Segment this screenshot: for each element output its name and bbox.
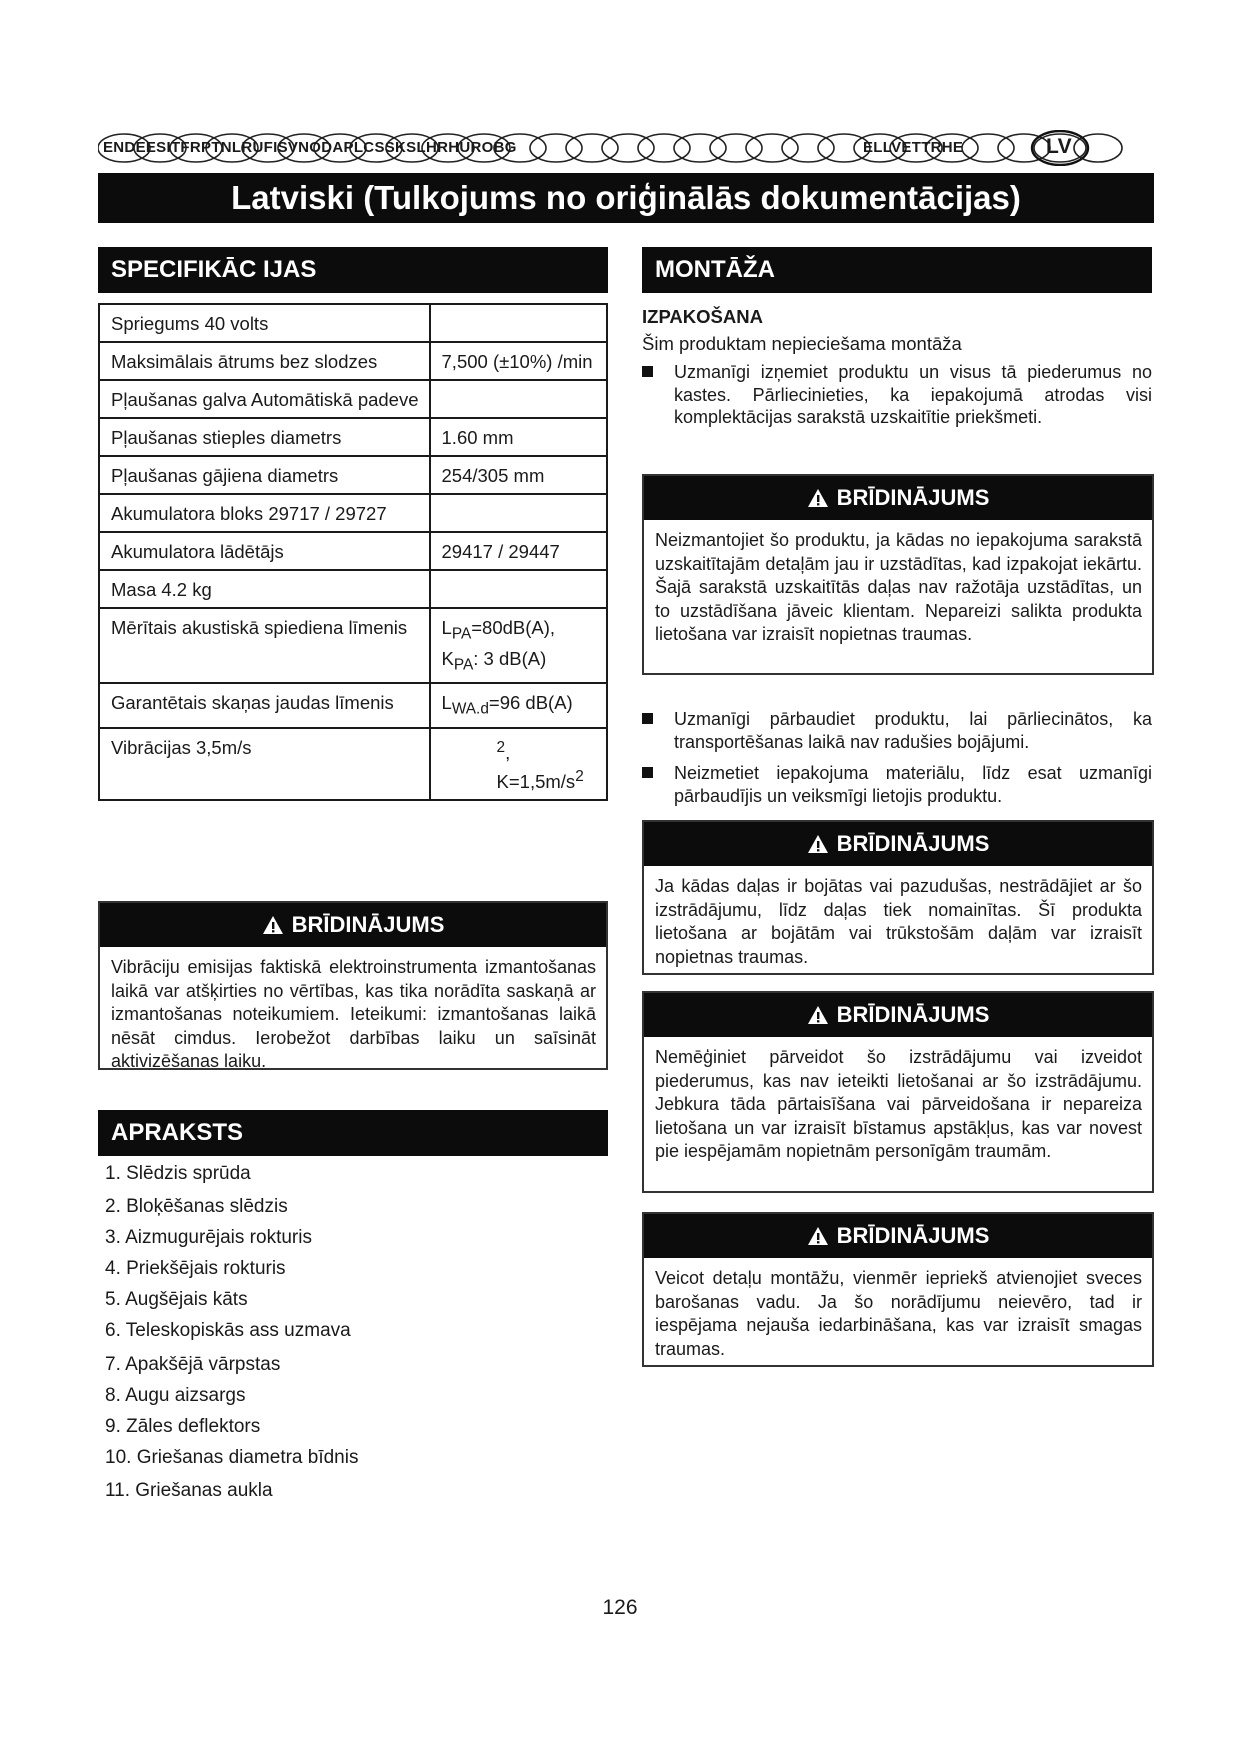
list-item: 5. Augšējais kāts bbox=[105, 1289, 248, 1310]
page-title: Latviski (Tulkojums no oriģinālās dokumentācijas) bbox=[98, 173, 1154, 223]
spec-label: Akumulatora bloks 29717 / 29727 bbox=[99, 494, 430, 532]
assembly-intro: Šim produktam nepieciešama montāža bbox=[642, 333, 962, 354]
value-part: =80dB(A), K bbox=[441, 617, 556, 669]
warning-triangle-icon bbox=[807, 1226, 829, 1246]
bullet-text: Neizmetiet iepakojuma materiālu, līdz esat uzmanīgi pārbaudījis un veiksmīgi lietojis produktu. bbox=[674, 763, 1152, 806]
specs-heading: SPECIFIKĀC IJAS bbox=[98, 247, 608, 293]
value-part: =96 dB(A) bbox=[488, 692, 573, 714]
bullet-item bbox=[674, 708, 1152, 753]
warning-header bbox=[644, 993, 1152, 1037]
spec-value: 254/305 mm bbox=[430, 456, 607, 494]
warning-text: Vibrāciju emisijas faktiskā elektroinstrumenta izmantošanas laikā var atšķirties no vērtības, kas tika norādīta saskaņā ar izmantošanas noteikumiem. Ieteikumi: izmantošanas laikā nēsāt cimdus. Ierobežot darbības laiku un saīsināt aktivizēšanas laiku. bbox=[111, 957, 596, 1071]
active-language: LV bbox=[1046, 135, 1072, 158]
spec-label: Vibrācijas 3,5m/s bbox=[99, 728, 430, 800]
bullet-text: Uzmanīgi pārbaudiet produktu, lai pārliecinātos, ka transportēšanas laikā nav radušies bojājumi. bbox=[674, 709, 1152, 752]
list-item: 3. Aizmugurējais rokturis bbox=[105, 1227, 312, 1248]
spec-label: Pļaušanas galva Automātiskā padeve bbox=[99, 380, 430, 418]
spec-value: 29417 / 29447 bbox=[430, 532, 607, 570]
list-item: 2. Bloķēšanas slēdzis bbox=[105, 1196, 288, 1217]
value-superscript: 2 bbox=[496, 739, 506, 757]
spec-value bbox=[430, 728, 607, 800]
warning-triangle-icon bbox=[262, 915, 284, 935]
warning-triangle-icon bbox=[807, 834, 829, 854]
warning-header bbox=[644, 476, 1152, 520]
spec-value: 1.60 mm bbox=[430, 418, 607, 456]
spec-label: Pļaušanas stieples diametrs bbox=[99, 418, 430, 456]
warning-header bbox=[644, 1214, 1152, 1258]
warning-text: Neizmantojiet šo produktu, ja kādas no iepakojuma sarakstā uzskaitītajām detaļām jau ir uzstādītas, kad izpakojat iekārtu. Šajā sarakstā uzskaitītās daļas nav ražotāja uzstādītas, un to uzstādīšana jāveic klientam. Nepareizi salikta produkta lietošana var izraisīt nopietnas traumas. bbox=[655, 530, 1142, 644]
bullet-square-icon bbox=[642, 713, 653, 724]
list-item: 4. Priekšējais rokturis bbox=[105, 1258, 286, 1279]
table-row bbox=[99, 380, 607, 418]
spec-value bbox=[430, 494, 607, 532]
warning-box-disconnect bbox=[642, 1212, 1154, 1367]
warning-box-modification bbox=[642, 991, 1154, 1193]
table-row bbox=[99, 494, 607, 532]
value-part: , K=1,5m/s bbox=[496, 742, 576, 793]
warning-text: Ja kādas daļas ir bojātas vai pazudušas, nestrādājiet ar šo izstrādājumu, līdz daļas tiek nomainītas. Šī produkta lietošana ar bojātām vai trūkstošām daļām var izraisīt nopietnas traumas. bbox=[655, 876, 1142, 967]
value-part: : 3 dB(A) bbox=[473, 647, 547, 669]
warning-title: BRĪDINĀJUMS bbox=[291, 912, 445, 937]
spec-value: 7,500 (±10%) /min bbox=[430, 342, 607, 380]
bullet-square-icon bbox=[642, 767, 653, 778]
warning-title: BRĪDINĀJUMS bbox=[836, 1002, 990, 1027]
language-bar bbox=[98, 130, 1128, 166]
bullet-item bbox=[674, 762, 1152, 807]
description-heading: APRAKSTS bbox=[98, 1110, 608, 1156]
warning-triangle-icon bbox=[807, 1005, 829, 1025]
spec-value bbox=[430, 380, 607, 418]
warning-header bbox=[644, 822, 1152, 866]
table-row bbox=[99, 342, 607, 380]
table-row bbox=[99, 304, 607, 342]
spec-value bbox=[430, 304, 607, 342]
bullet-item bbox=[674, 361, 1152, 429]
spec-label: Masa 4.2 kg bbox=[99, 570, 430, 608]
list-item: 7. Apakšējā vārpstas bbox=[105, 1354, 281, 1375]
list-item: 9. Zāles deflektors bbox=[105, 1416, 261, 1437]
spec-label: Garantētais skaņas jaudas līmenis bbox=[99, 683, 430, 728]
value-subscript: PA bbox=[453, 656, 474, 674]
warning-text: Veicot detaļu montāžu, vienmēr iepriekš atvienojiet sveces barošanas vadu. Ja šo norādījumu neievēro, tad ir iespējama nejauša iedarbināšana, kas var izraisīt smagas traumas. bbox=[655, 1268, 1142, 1359]
bullet-square-icon bbox=[642, 366, 653, 377]
table-row bbox=[99, 456, 607, 494]
bullet-text: Uzmanīgi izņemiet produktu un visus tā piederumus no kastes. Pārliecinieties, ka iepakojumā atrodas visi komplektācijas sarakstā uzskaitītie priekšmeti. bbox=[674, 362, 1152, 427]
list-item: 8. Augu aizsargs bbox=[105, 1385, 246, 1406]
table-row bbox=[99, 532, 607, 570]
warning-title: BRĪDINĀJUMS bbox=[836, 831, 990, 856]
language-codes-right: ELLVETTRHE bbox=[863, 139, 964, 156]
warning-box-vibration bbox=[98, 901, 608, 1070]
value-subscript: PA bbox=[451, 625, 472, 643]
value-subscript: WA.d bbox=[451, 701, 489, 719]
language-codes-left: ENDEESITFRPTNLRUFISVNODAPLCSSKSLHRHUROBG bbox=[103, 139, 517, 156]
warning-title: BRĪDINĀJUMS bbox=[836, 1223, 990, 1248]
table-row bbox=[99, 683, 607, 728]
warning-box-damaged-parts bbox=[642, 820, 1154, 975]
value-superscript: 2 bbox=[575, 768, 584, 786]
spec-label: Akumulatora lādētājs bbox=[99, 532, 430, 570]
spec-table bbox=[98, 303, 608, 801]
spec-value bbox=[430, 570, 607, 608]
value-part: L bbox=[441, 692, 452, 714]
spec-label: Mērītais akustiskā spiediena līmenis bbox=[99, 608, 430, 683]
spec-value bbox=[430, 683, 607, 728]
spec-label: Maksimālais ātrums bez slodzes bbox=[99, 342, 430, 380]
warning-text: Nemēģiniet pārveidot šo izstrādājumu vai izveidot piederumus, kas nav ieteikti lietošanai ar šo izstrādājumu. Jebkura tāda pārtaisīšana vai pārveidošana ir nepareiza lietošana un var izraisīt bīstamus apstākļus, kas var novest pie iespējamām nopietnām personīgām traumām. bbox=[655, 1047, 1142, 1161]
value-part: L bbox=[441, 617, 452, 638]
spec-label: Spriegums 40 volts bbox=[99, 304, 430, 342]
table-row bbox=[99, 418, 607, 456]
list-item: 10. Griešanas diametra bīdnis bbox=[105, 1447, 359, 1468]
spec-label: Pļaušanas gājiena diametrs bbox=[99, 456, 430, 494]
warning-box-parts-installed bbox=[642, 474, 1154, 675]
table-row bbox=[99, 728, 607, 800]
warning-title: BRĪDINĀJUMS bbox=[836, 485, 990, 510]
list-item: 1. Slēdzis sprūda bbox=[105, 1163, 251, 1184]
list-item: 6. Teleskopiskās ass uzmava bbox=[105, 1320, 351, 1341]
unpacking-subheading: IZPAKOŠANA bbox=[642, 306, 763, 327]
page-number: 126 bbox=[602, 1596, 638, 1619]
assembly-heading: MONTĀŽA bbox=[642, 247, 1152, 293]
warning-triangle-icon bbox=[807, 488, 829, 508]
table-row bbox=[99, 608, 607, 683]
list-item: 11. Griešanas aukla bbox=[105, 1480, 273, 1501]
spec-value bbox=[430, 608, 607, 683]
table-row bbox=[99, 570, 607, 608]
warning-header bbox=[100, 903, 606, 947]
